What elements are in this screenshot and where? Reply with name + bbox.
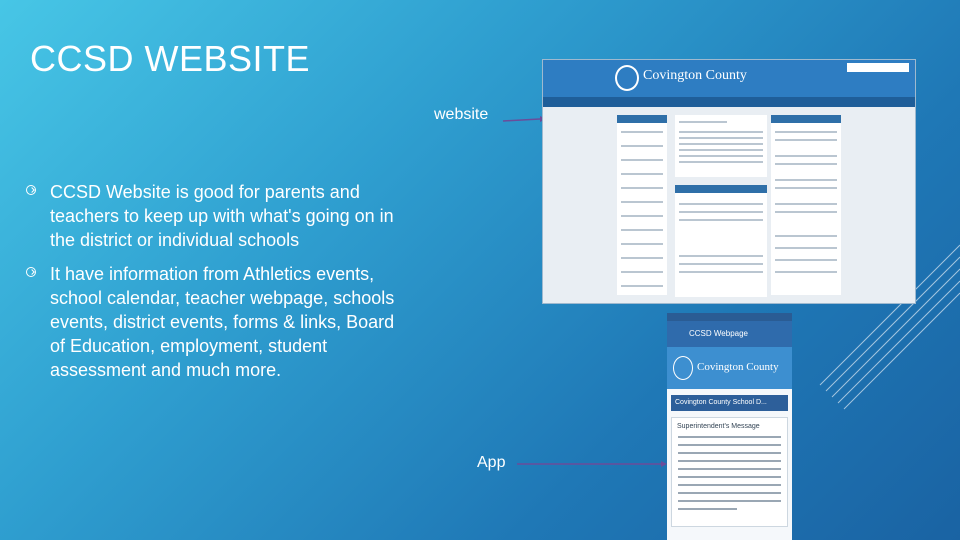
app-top-bar <box>667 321 792 347</box>
app-brand: Covington County <box>697 361 779 373</box>
bullet-item <box>26 262 406 382</box>
bullet-item <box>26 180 406 252</box>
app-card-title: Superintendent's Message <box>677 423 760 430</box>
website-arrow <box>503 119 540 121</box>
site-header <box>543 60 915 97</box>
bullet-list <box>26 180 406 392</box>
site-message-panel <box>675 115 767 177</box>
site-news-panel <box>675 185 767 297</box>
site-brand: Covington County <box>643 68 747 83</box>
app-banner <box>667 347 792 389</box>
app-label: App <box>477 454 506 471</box>
app-message-card <box>671 417 788 527</box>
website-screenshot <box>542 59 916 304</box>
app-dropdown-text: Covington County School D... <box>675 399 767 406</box>
app-bar-title: CCSD Webpage <box>689 329 748 338</box>
bullet-text: It have information from Athletics events, school calendar, teacher webpage, schools events, district events, forms & links, Board of Education, employment, student assessment and much more. <box>50 264 395 380</box>
district-seal-icon <box>673 356 693 380</box>
site-search-box <box>847 63 909 72</box>
district-seal-icon <box>615 65 639 91</box>
slide-title: CCSD WEBSITE <box>30 38 311 79</box>
website-label: website <box>434 106 489 123</box>
site-calendar-panel <box>771 115 841 295</box>
bullet-text: CCSD Website is good for parents and teachers to keep up with what's going on in the district or individual schools <box>50 182 394 250</box>
site-nav-bar <box>543 97 915 107</box>
bullet-arrow-icon <box>26 267 36 277</box>
site-quick-links-column <box>617 115 667 295</box>
app-school-dropdown <box>671 395 788 411</box>
app-status-bar <box>667 313 792 321</box>
app-screenshot <box>667 313 792 540</box>
site-body <box>543 107 915 304</box>
bullet-arrow-icon <box>26 185 36 195</box>
